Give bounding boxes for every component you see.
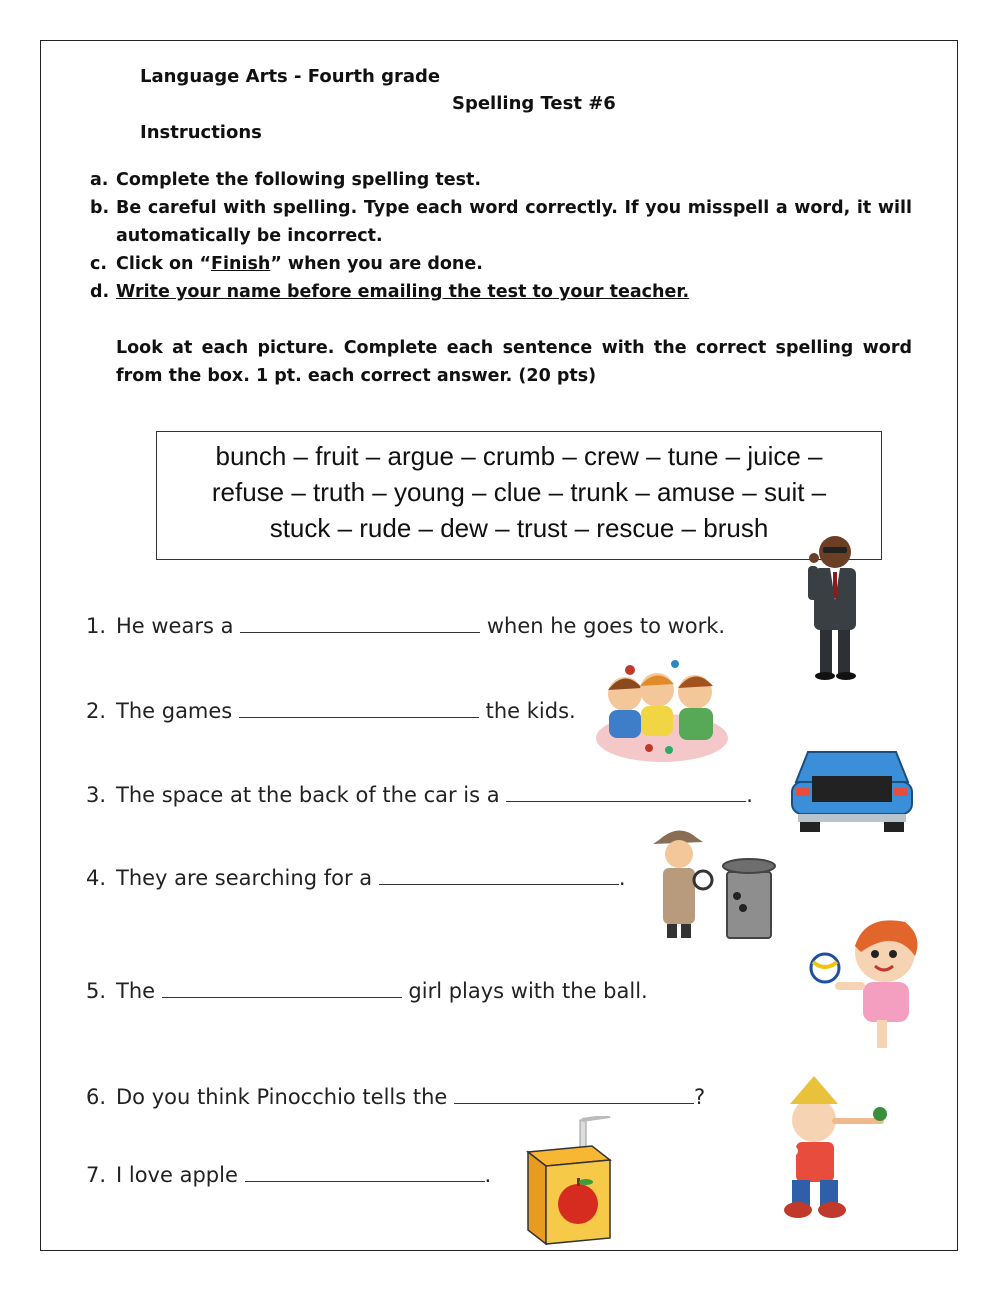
girl-with-volleyball-image	[805, 912, 943, 1052]
instructions-heading: Instructions	[140, 122, 262, 143]
word-bank	[156, 431, 882, 560]
question-1: 1. He wears a when he goes to work.	[86, 614, 726, 638]
test-title: Spelling Test #6	[452, 93, 616, 114]
answer-blank-5[interactable]	[162, 979, 402, 998]
kids-playing-image	[595, 652, 730, 764]
instructions-list	[90, 166, 912, 306]
answer-blank-7[interactable]	[245, 1163, 485, 1182]
word-bank-line-1: bunch – fruit – argue – crumb – crew – tune – juice –	[215, 441, 823, 471]
instruction-b: b. Be careful with spelling. Type each word correctly. If you misspell a word, it will automatically be incorrect.	[90, 198, 912, 246]
apple-juice-box-image	[522, 1116, 617, 1248]
finish-link[interactable]: Finish	[211, 254, 271, 274]
word-bank-line-2: refuse – truth – young – clue – trunk – amuse – suit –	[211, 477, 827, 507]
answer-blank-2[interactable]	[239, 699, 479, 718]
course-title: Language Arts - Fourth grade	[140, 66, 441, 87]
directions-text: Look at each picture. Complete each sentence with the correct spelling word from the box. 1 pt. each correct answer. (20 pts)	[116, 338, 912, 386]
question-7: 7. I love apple .	[86, 1163, 492, 1187]
question-3: 3. The space at the back of the car is a .	[86, 783, 753, 807]
question-4: 4. They are searching for a .	[86, 866, 626, 890]
word-bank-line-3: stuck – rude – dew – trust – rescue – brush	[269, 513, 769, 543]
detective-image	[653, 822, 778, 942]
answer-blank-4[interactable]	[379, 866, 619, 885]
instruction-d: d. Write your name before emailing the test to your teacher.	[90, 282, 690, 302]
question-2: 2. The games the kids.	[86, 699, 576, 723]
car-trunk-image	[788, 742, 916, 834]
answer-blank-1[interactable]	[240, 614, 480, 633]
instruction-c: c. Click on “Finish” when you are done.	[90, 254, 483, 274]
answer-blank-6[interactable]	[454, 1085, 694, 1104]
question-5: 5. The girl plays with the ball.	[86, 979, 648, 1003]
businessman-image	[790, 530, 880, 682]
instruction-a: a. Complete the following spelling test.	[90, 170, 482, 190]
answer-blank-3[interactable]	[506, 783, 746, 802]
question-6: 6. Do you think Pinocchio tells the ?	[86, 1085, 706, 1109]
pinocchio-image	[752, 1072, 892, 1220]
